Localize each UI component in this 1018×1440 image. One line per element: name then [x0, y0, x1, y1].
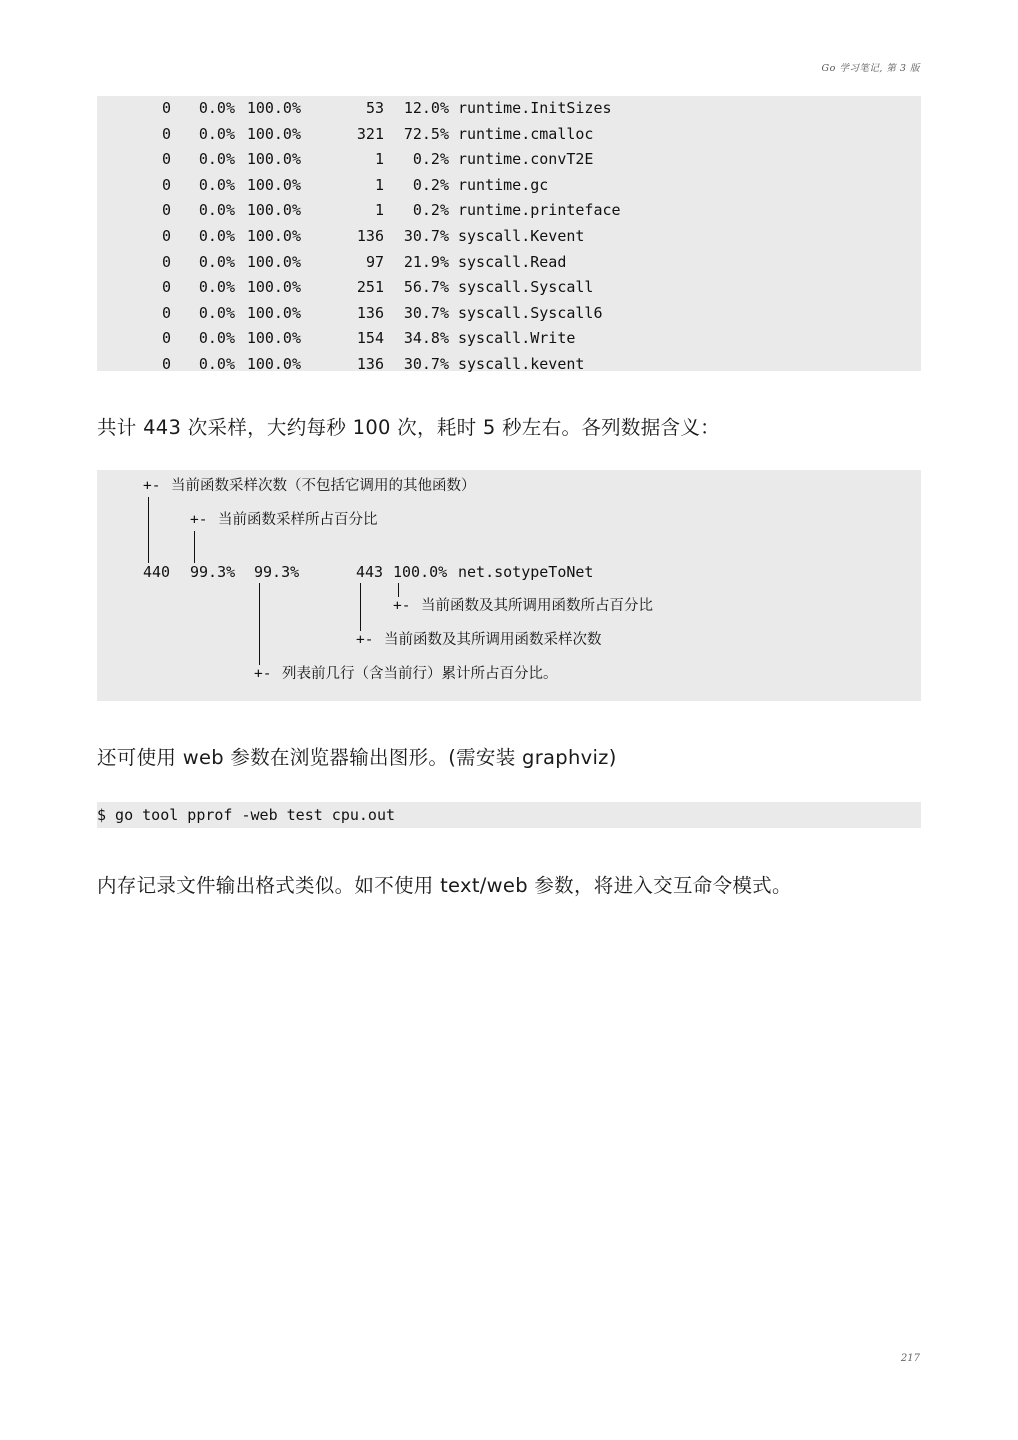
legend-cum-pct-desc: 当前函数及其所调用函数所占百分比: [421, 598, 653, 614]
legend-connector-cum-pct: [398, 583, 399, 597]
sum-pct-value: 100.0%: [246, 252, 301, 271]
function-name: syscall.Read: [458, 252, 567, 271]
flat-pct-value: 0.0%: [198, 150, 235, 169]
cum-pct-value: 12.0%: [403, 99, 449, 117]
legend-arrow: +-: [393, 598, 411, 614]
cum-value: 1: [374, 175, 384, 194]
flat-pct-value: 0.0%: [198, 175, 235, 194]
running-header: Go 学习笔记, 第 3 版: [821, 63, 920, 74]
legend-flat-pct-desc: 当前函数采样所占百分比: [218, 512, 378, 528]
flat-pct-value: 0.0%: [198, 99, 235, 117]
profile-row: [97, 198, 921, 224]
sum-pct-value: 100.0%: [246, 150, 301, 169]
cum-pct-value: 30.7%: [403, 354, 449, 373]
profile-row: [97, 147, 921, 173]
flat-value: 0: [161, 150, 171, 169]
profile-row: [97, 224, 921, 250]
profile-row: [97, 250, 921, 276]
function-name: syscall.Kevent: [458, 226, 585, 245]
profile-output-block: [97, 96, 921, 371]
flat-pct-value: 0.0%: [198, 329, 235, 348]
sum-pct-value: 100.0%: [246, 226, 301, 245]
cum-pct-value: 0.2%: [412, 150, 449, 169]
cum-pct-value: 34.8%: [403, 329, 449, 348]
legend-connector-cum: [360, 583, 361, 631]
cum-value: 1: [374, 150, 384, 169]
legend-arrow: +-: [143, 478, 161, 494]
function-name: syscall.Syscall: [458, 278, 594, 297]
legend-connector-flat: [148, 497, 149, 563]
legend-connector-sum-pct: [259, 583, 260, 665]
legend-sample-flat: 440: [143, 563, 171, 581]
flat-pct-value: 0.0%: [198, 278, 235, 297]
flat-value: 0: [161, 124, 171, 143]
legend-sample-cum: 443: [356, 563, 384, 581]
sum-pct-value: 100.0%: [246, 99, 301, 117]
flat-value: 0: [161, 354, 171, 373]
samples-summary-paragraph: 共计 443 次采样，大约每秒 100 次，耗时 5 秒左右。各列数据含义：: [97, 416, 720, 439]
legend-sample-func: net.sotypeToNet: [458, 563, 594, 581]
profile-row: [97, 326, 921, 352]
function-name: syscall.kevent: [458, 354, 585, 373]
flat-value: 0: [161, 278, 171, 297]
column-legend-block: [97, 470, 921, 701]
legend-cum-desc: 当前函数及其所调用函数采样次数: [384, 632, 602, 648]
function-name: syscall.Syscall6: [458, 303, 603, 322]
flat-value: 0: [161, 252, 171, 271]
sum-pct-value: 100.0%: [246, 278, 301, 297]
flat-value: 0: [161, 175, 171, 194]
flat-value: 0: [161, 303, 171, 322]
flat-value: 0: [161, 226, 171, 245]
cum-pct-value: 56.7%: [403, 278, 449, 297]
legend-connector-flat-pct: [194, 531, 195, 563]
legend-sample-cum-pct: 100.0%: [393, 563, 448, 581]
sum-pct-value: 100.0%: [246, 201, 301, 220]
function-name: runtime.convT2E: [458, 150, 594, 169]
profile-row: [97, 173, 921, 199]
cum-value: 1: [374, 201, 384, 220]
flat-pct-value: 0.0%: [198, 226, 235, 245]
legend-sample-sum-pct: 99.3%: [254, 563, 300, 581]
sum-pct-value: 100.0%: [246, 175, 301, 194]
sum-pct-value: 100.0%: [246, 354, 301, 373]
flat-value: 0: [161, 201, 171, 220]
cum-pct-value: 30.7%: [403, 226, 449, 245]
function-name: runtime.cmalloc: [458, 124, 594, 143]
sum-pct-value: 100.0%: [246, 124, 301, 143]
cum-value: 136: [356, 354, 384, 373]
flat-value: 0: [161, 329, 171, 348]
legend-flat-desc: 当前函数采样次数（不包括它调用的其他函数）: [171, 478, 476, 494]
legend-arrow: +-: [190, 512, 208, 528]
flat-pct-value: 0.0%: [198, 124, 235, 143]
cum-value: 136: [356, 303, 384, 322]
flat-pct-value: 0.0%: [198, 354, 235, 373]
cum-pct-value: 21.9%: [403, 252, 449, 271]
flat-pct-value: 0.0%: [198, 303, 235, 322]
profile-row: [97, 122, 921, 148]
flat-value: 0: [161, 99, 171, 117]
legend-arrow: +-: [356, 632, 374, 648]
page-number: 217: [900, 1353, 920, 1364]
profile-row: [97, 96, 921, 122]
profile-row: [97, 352, 921, 378]
cum-value: 251: [356, 278, 384, 297]
sum-pct-value: 100.0%: [246, 329, 301, 348]
function-name: runtime.gc: [458, 175, 549, 194]
cum-pct-value: 72.5%: [403, 124, 449, 143]
flat-pct-value: 0.0%: [198, 201, 235, 220]
cum-value: 154: [356, 329, 384, 348]
web-param-paragraph: 还可使用 web 参数在浏览器输出图形。(需安装 graphviz): [97, 746, 617, 769]
cum-pct-value: 0.2%: [412, 201, 449, 220]
cum-value: 321: [356, 124, 384, 143]
cum-value: 53: [365, 99, 384, 117]
cum-pct-value: 0.2%: [412, 175, 449, 194]
profile-row: [97, 275, 921, 301]
function-name: runtime.InitSizes: [458, 99, 612, 117]
legend-sum-pct-desc: 列表前几行（含当前行）累计所占百分比。: [282, 666, 558, 682]
legend-sample-flat-pct: 99.3%: [190, 563, 236, 581]
flat-pct-value: 0.0%: [198, 252, 235, 271]
cum-pct-value: 30.7%: [403, 303, 449, 322]
legend-arrow: +-: [254, 666, 272, 682]
cum-value: 136: [356, 226, 384, 245]
cum-value: 97: [365, 252, 384, 271]
profile-row: [97, 301, 921, 327]
sum-pct-value: 100.0%: [246, 303, 301, 322]
memory-profile-paragraph: 内存记录文件输出格式类似。如不使用 text/web 参数，将进入交互命令模式。: [97, 874, 792, 897]
function-name: syscall.Write: [458, 329, 576, 348]
command-block: $ go tool pprof -web test cpu.out: [97, 802, 921, 828]
function-name: runtime.printeface: [458, 201, 621, 220]
